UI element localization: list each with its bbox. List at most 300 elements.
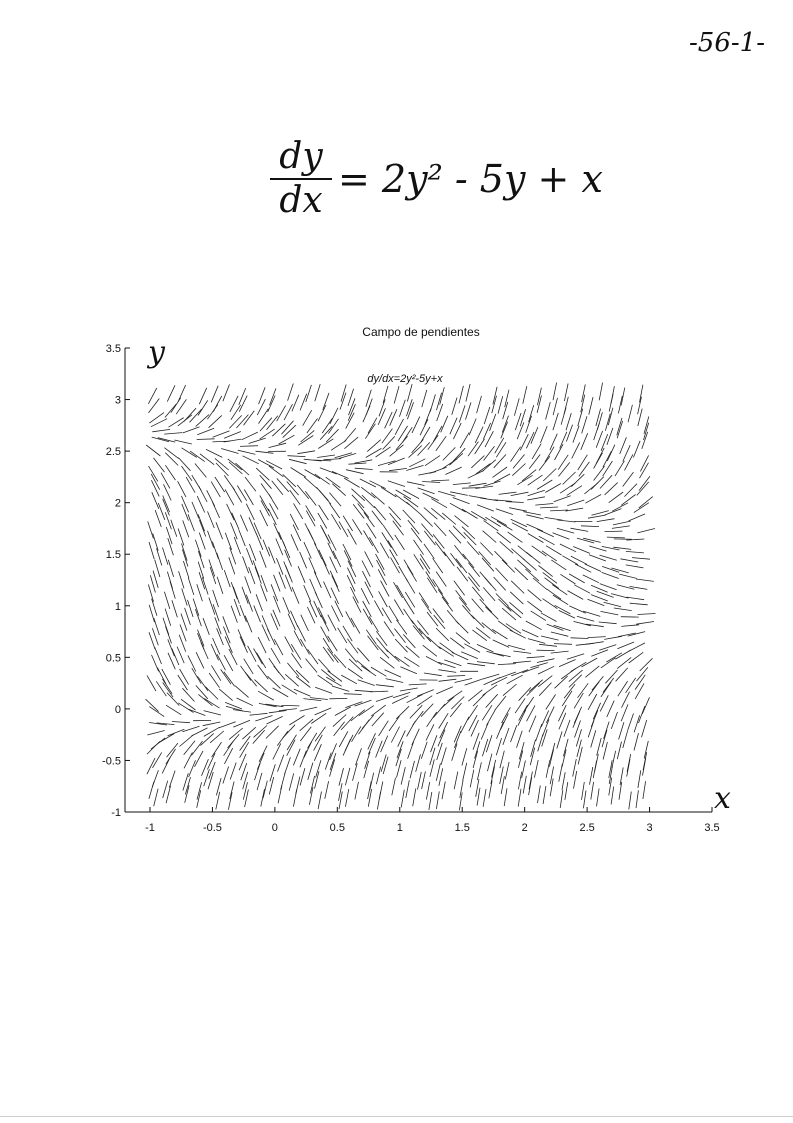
slope-segment (164, 592, 169, 609)
slope-segment (394, 386, 399, 403)
slope-segment (315, 687, 332, 693)
slope-segment (323, 459, 341, 460)
slope-segment (376, 741, 383, 758)
slope-segment (528, 639, 545, 644)
slope-segment (300, 719, 314, 731)
slope-segment (195, 540, 201, 557)
slope-segment (207, 753, 215, 769)
slope-segment (389, 716, 399, 731)
slope-segment (496, 594, 509, 607)
slope-segment (209, 415, 222, 427)
slope-segment (588, 599, 605, 605)
slope-segment (479, 552, 491, 565)
slope-segment (320, 525, 328, 541)
slope-segment (211, 386, 218, 403)
slope-segment (260, 551, 267, 568)
slope-segment (488, 754, 492, 771)
slope-segment (260, 496, 269, 512)
slope-segment (195, 609, 201, 626)
slope-segment (216, 778, 221, 795)
slope-segment (555, 444, 564, 460)
slope-segment (197, 439, 215, 440)
slope-segment (176, 399, 186, 414)
slope-segment (162, 679, 172, 694)
slope-segment (528, 534, 544, 543)
slope-segment (406, 780, 410, 798)
slope-segment (518, 710, 526, 726)
slope-segment (529, 405, 534, 422)
slope-segment (552, 585, 567, 595)
slope-segment (379, 399, 385, 416)
slope-segment (545, 447, 554, 462)
slope-segment (602, 546, 620, 550)
slope-segment (181, 699, 196, 710)
slope-segment (171, 520, 177, 537)
slope-segment (520, 434, 528, 450)
slope-segment (419, 593, 429, 608)
slope-segment (476, 779, 479, 797)
slope-segment (639, 706, 645, 723)
slope-segment (376, 696, 393, 702)
slope-segment (421, 742, 427, 759)
slope-segment (395, 419, 403, 435)
slope-segment (602, 572, 619, 578)
slope-segment (172, 722, 190, 723)
slope-segment (330, 571, 338, 587)
slope-segment (199, 533, 205, 550)
slope-segment (494, 455, 506, 468)
slope-segment (459, 386, 463, 404)
slope-segment (269, 658, 279, 673)
slope-segment (499, 492, 517, 494)
slope-segment (346, 470, 364, 474)
slope-segment (234, 599, 240, 616)
slope-segment (571, 662, 587, 671)
slope-segment (217, 553, 223, 570)
slope-segment (578, 409, 583, 426)
slope-segment (277, 406, 286, 422)
slope-segment (431, 735, 437, 752)
slope-segment (629, 643, 645, 651)
slope-segment (196, 415, 209, 427)
slope-segment (522, 470, 536, 481)
slope-segment (595, 754, 599, 772)
slope-segment (168, 560, 173, 577)
slope-segment (369, 616, 378, 631)
slope-segment (444, 552, 455, 567)
slope-segment (490, 414, 496, 431)
slope-segment (633, 441, 640, 458)
slope-segment (324, 582, 331, 598)
slope-segment (638, 770, 641, 788)
slope-segment (541, 426, 548, 443)
slope-segment (572, 442, 580, 458)
slope-segment (268, 676, 281, 688)
slope-segment (383, 386, 388, 403)
slope-segment (583, 790, 586, 808)
slope-segment (520, 409, 525, 426)
slope-segment (151, 738, 165, 749)
slope-segment (509, 602, 523, 614)
slope-segment (182, 589, 188, 606)
slope-segment (424, 508, 438, 520)
slope-segment (607, 701, 614, 717)
slope-segment (285, 575, 292, 592)
slope-segment (249, 438, 266, 443)
slope-segment (285, 550, 292, 567)
slope-segment (550, 767, 553, 785)
slope-segment (262, 625, 270, 641)
x-tick-label: 2 (521, 822, 528, 834)
slope-segment (609, 492, 624, 503)
slope-segment (484, 446, 495, 460)
slope-segment (545, 517, 563, 520)
slope-segment (195, 464, 207, 478)
slope-segment (463, 763, 467, 781)
slope-segment (621, 625, 639, 627)
slope-segment (424, 673, 442, 676)
slope-segment (581, 526, 599, 527)
slope-segment (332, 484, 345, 496)
slope-segment (213, 638, 220, 655)
slope-segment (495, 696, 506, 710)
slope-segment (163, 683, 173, 698)
slope-segment (169, 771, 175, 788)
slope-segment (583, 611, 600, 616)
slope-segment (456, 559, 467, 573)
slope-segment (439, 768, 443, 786)
slope-segment (365, 551, 373, 567)
slope-segment (526, 515, 543, 519)
slope-segment (248, 646, 256, 662)
slope-segment (597, 738, 602, 756)
slope-segment (167, 743, 178, 757)
slope-segment (362, 715, 374, 729)
x-tick-label: 2.5 (579, 822, 595, 834)
slope-segment (242, 587, 248, 604)
slope-segment (578, 455, 588, 470)
slope-segment (500, 766, 504, 784)
slope-segment (553, 595, 568, 605)
slope-segment (413, 711, 424, 725)
slope-segment (178, 385, 185, 401)
slope-segment (559, 660, 576, 667)
slope-segment (429, 792, 432, 810)
slope-segment (502, 608, 516, 620)
slope-segment (626, 551, 644, 553)
slope-segment (460, 432, 469, 448)
slope-segment (495, 551, 508, 564)
slope-segment (330, 503, 340, 518)
slope-segment (601, 611, 619, 615)
slope-segment (482, 460, 496, 472)
slope-segment (224, 475, 234, 490)
slope-segment (599, 645, 616, 651)
slope-segment (473, 751, 478, 768)
slope-segment (254, 649, 263, 665)
slope-segment (231, 523, 238, 540)
slope-segment (441, 416, 448, 433)
slope-segment (159, 734, 175, 743)
slope-segment (174, 440, 192, 444)
slope-segment (188, 578, 194, 595)
slope-segment (518, 789, 521, 807)
slope-segment (204, 769, 210, 786)
x-tick-label: 3.5 (704, 822, 720, 834)
slope-segment (389, 468, 407, 470)
slope-segment (397, 585, 406, 601)
slope-segment (178, 481, 186, 497)
slope-segment (515, 698, 525, 713)
slope-segment (362, 495, 375, 508)
slope-segment (326, 477, 341, 488)
slope-segment (601, 658, 616, 668)
slope-segment (491, 517, 507, 526)
slope-segment (554, 496, 571, 502)
slope-segment (300, 552, 307, 569)
slope-segment (433, 426, 442, 442)
slope-segment (178, 703, 193, 713)
slope-segment (582, 416, 587, 433)
scan-edge-line (0, 1116, 793, 1117)
slope-segment (192, 475, 201, 490)
slope-segment (529, 680, 543, 692)
slope-segment (394, 582, 403, 598)
slope-segment (434, 523, 446, 536)
slope-segment (197, 584, 203, 601)
slope-segment (581, 433, 588, 450)
slope-segment (475, 427, 483, 443)
slope-segment (183, 427, 200, 433)
slope-segment (503, 728, 509, 745)
slope-segment (364, 512, 375, 527)
slope-segment (513, 651, 531, 653)
slope-segment (599, 383, 602, 401)
y-tick-label: 0.5 (105, 652, 121, 665)
slope-segment (553, 533, 570, 540)
slope-segment (178, 458, 190, 471)
slope-segment (546, 760, 550, 778)
slope-segment (601, 682, 611, 697)
slope-segment (146, 445, 160, 456)
slope-segment (493, 640, 509, 648)
slope-segment (495, 438, 504, 454)
slope-segment (616, 668, 628, 681)
slope-segment (279, 572, 286, 589)
slope-segment (638, 614, 656, 615)
slope-segment (612, 751, 616, 769)
slope-segment (260, 418, 272, 431)
slope-segment (225, 489, 234, 505)
slope-segment (279, 435, 295, 444)
slope-segment (518, 772, 521, 790)
slope-segment (195, 751, 204, 767)
slope-segment (405, 599, 415, 614)
slope-segment (203, 722, 221, 726)
slope-segment (255, 567, 261, 584)
slope-segment (305, 491, 316, 505)
slope-segment (550, 510, 568, 511)
slope-segment (357, 648, 369, 662)
slope-segment (550, 743, 555, 760)
slope-segment (157, 548, 162, 565)
slope-segment (482, 623, 496, 634)
slope-segment (182, 504, 189, 521)
slope-segment (306, 505, 315, 520)
slope-segment (352, 495, 364, 508)
slope-segment (546, 546, 562, 555)
slope-segment (182, 726, 199, 731)
slope-segment (258, 637, 266, 653)
slope-segment (236, 463, 250, 475)
equation-rhs: = 2y² - 5y + x (338, 156, 603, 201)
slope-segment (311, 713, 326, 723)
slope-segment (371, 493, 385, 505)
slope-segment (617, 642, 634, 649)
y-axis-label: y (148, 335, 165, 370)
slope-segment (508, 532, 523, 542)
slope-segment (407, 694, 423, 702)
slope-segment (193, 599, 199, 616)
slope-segment (235, 686, 249, 698)
slope-segment (539, 536, 555, 545)
slope-segment (204, 698, 219, 708)
slope-segment (310, 698, 328, 700)
slope-segment (376, 554, 385, 570)
slope-segment (551, 632, 568, 636)
slope-segment (642, 720, 647, 737)
slope-segment (454, 581, 465, 596)
slope-segment (181, 614, 187, 631)
slope-segment (498, 621, 513, 632)
slope-segment (228, 792, 232, 810)
slope-segment (519, 742, 524, 759)
slope-segment (560, 432, 567, 449)
slope-segment (527, 524, 544, 531)
slope-segment (315, 474, 330, 484)
slope-segment (412, 417, 420, 433)
slope-segment (330, 557, 338, 573)
x-tick-label: -1 (145, 822, 155, 834)
slope-segment (625, 454, 633, 470)
slope-segment (155, 510, 161, 527)
slope-segment (602, 730, 607, 747)
slope-segment (483, 587, 495, 601)
slope-segment (259, 409, 269, 424)
slope-segment (526, 416, 532, 433)
slope-segment (288, 456, 306, 457)
slope-segment (326, 677, 342, 686)
slope-segment (167, 572, 172, 589)
slope-segment (551, 560, 566, 570)
slope-segment (526, 552, 540, 563)
slope-segment (615, 461, 624, 476)
slope-segment (618, 681, 628, 696)
slope-segment (353, 597, 361, 613)
slope-segment (465, 679, 482, 685)
slope-segment (388, 481, 405, 487)
slope-segment (567, 500, 584, 506)
slope-segment (212, 542, 218, 559)
slope-segment (480, 572, 492, 586)
slope-segment (467, 542, 479, 555)
slope-segment (639, 497, 653, 508)
slope-segment (224, 672, 235, 687)
y-ticks (102, 343, 130, 819)
slope-segment (619, 574, 637, 578)
slope-segment (605, 531, 623, 532)
slope-segment (179, 571, 184, 588)
slope-segment (376, 447, 391, 457)
slope-segment (538, 734, 543, 751)
slope-segment (603, 742, 607, 760)
slope-segment (531, 611, 546, 621)
slope-segment (180, 735, 194, 747)
slope-segment (392, 778, 396, 796)
slope-segment (300, 394, 307, 411)
slope-segment (439, 713, 449, 728)
slope-segment (453, 498, 470, 504)
slope-segment (568, 591, 584, 600)
slope-segment (539, 456, 550, 470)
slope-segment (183, 561, 189, 578)
slope-segment (273, 610, 280, 627)
slope-segment (289, 459, 307, 463)
slope-segment (597, 789, 600, 807)
slope-segment (240, 636, 248, 652)
slope-segment (476, 464, 491, 475)
slope-segment (477, 762, 481, 780)
slope-segment (636, 579, 654, 581)
slope-segment (304, 542, 311, 558)
slope-segment (207, 490, 215, 506)
slope-segment (606, 653, 622, 662)
slope-segment (456, 633, 470, 644)
slope-segment (316, 487, 328, 500)
slope-segment (148, 388, 156, 404)
slope-segment (384, 621, 394, 636)
slope-segment (445, 467, 461, 474)
x-tick-label: 3 (646, 822, 653, 834)
slope-segment (149, 605, 154, 622)
slope-segment (263, 781, 267, 799)
slope-segment (365, 424, 375, 439)
slope-segment (597, 519, 615, 522)
slope-segment (605, 483, 618, 495)
slope-segment (463, 554, 474, 568)
slope-segment (347, 568, 355, 584)
slope-segment (285, 757, 291, 774)
slope-segment (198, 630, 205, 647)
slope-segment (219, 722, 236, 728)
slope-segment (529, 772, 532, 790)
slope-segment (636, 622, 654, 625)
x-tick-label: 0 (271, 822, 278, 834)
slope-segment (403, 634, 415, 647)
slope-segment (192, 502, 199, 519)
slope-segment (348, 561, 356, 577)
slope-segment (417, 696, 432, 706)
slope-segment (455, 678, 473, 682)
slope-segment (192, 668, 201, 683)
slope-segment (576, 729, 581, 746)
slope-segment (393, 521, 404, 536)
slope-segment (231, 582, 237, 599)
slope-segment (257, 753, 264, 770)
slope-segment (450, 638, 464, 649)
slope-segment (545, 484, 561, 493)
slope-segment (623, 445, 630, 461)
